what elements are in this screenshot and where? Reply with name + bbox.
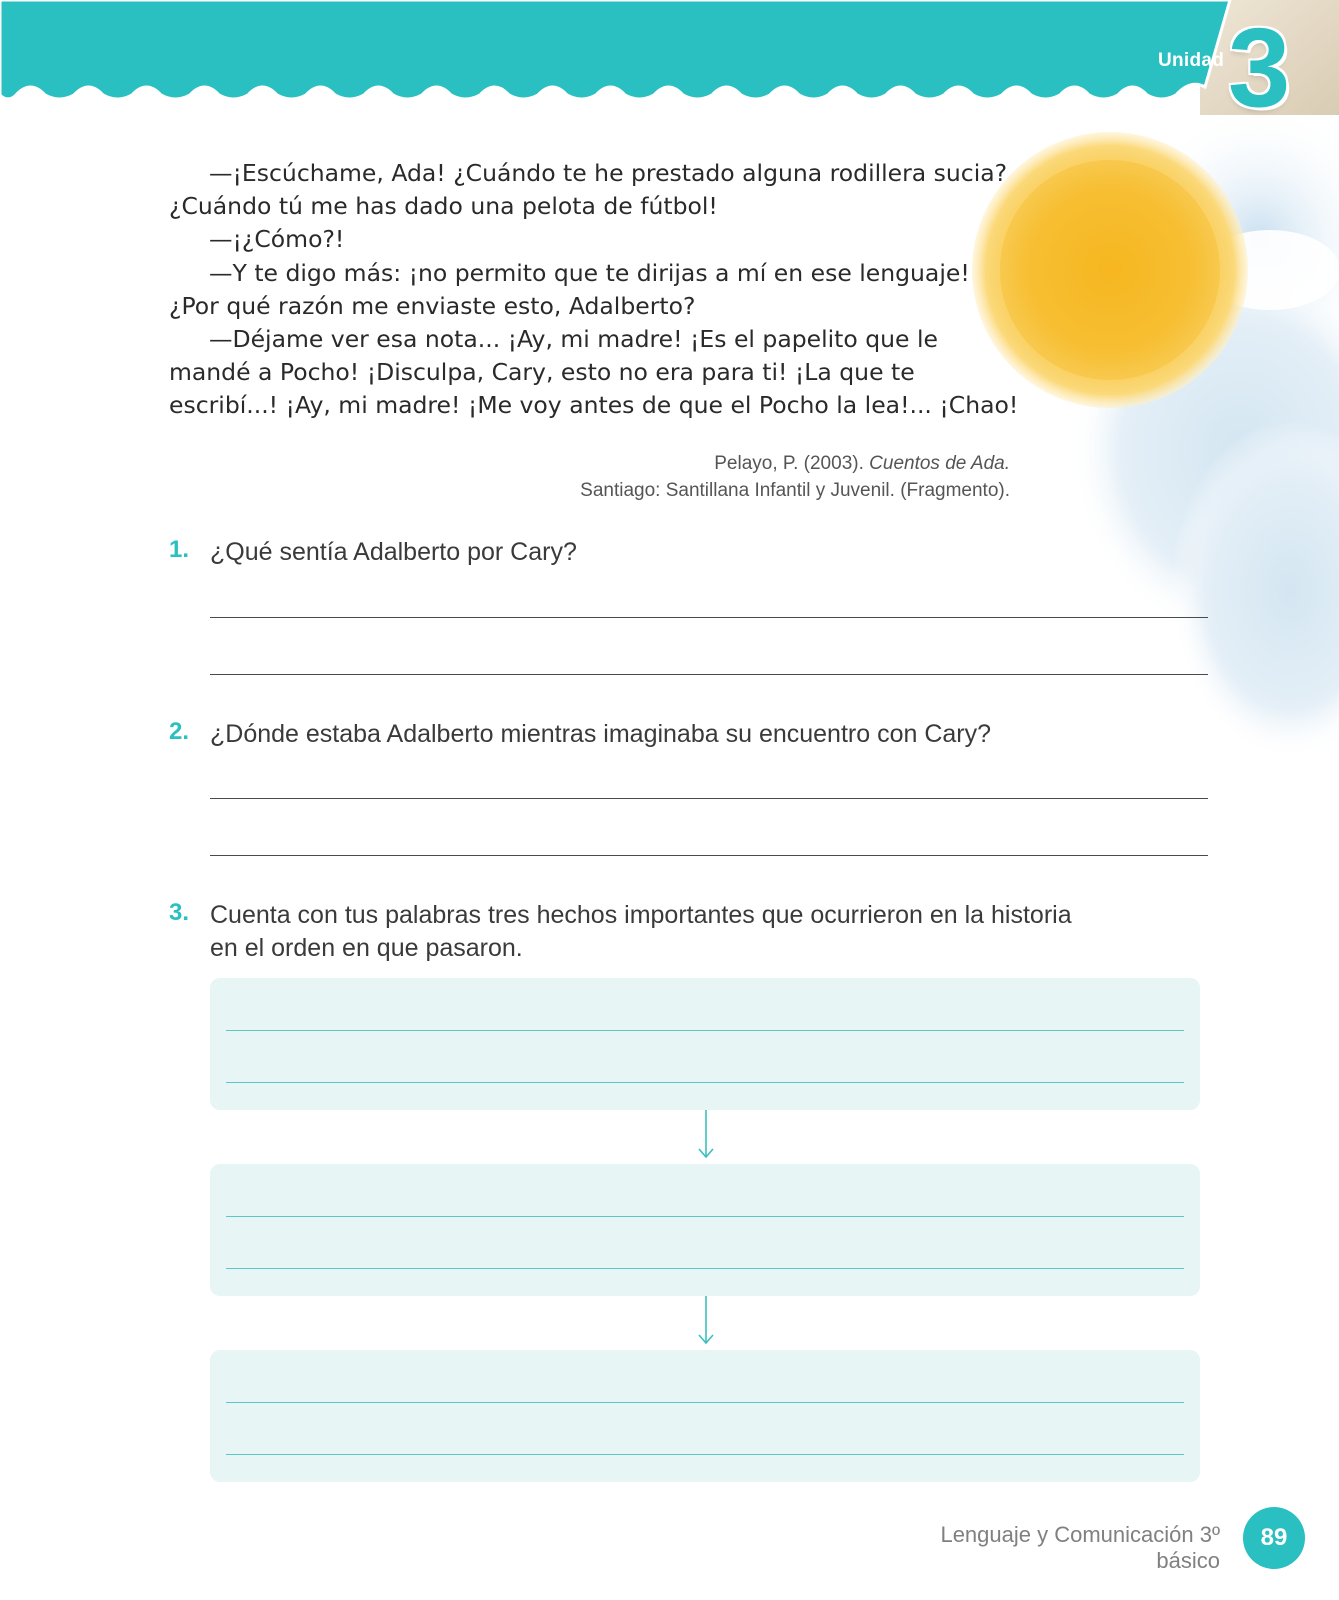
unit-number: 3 bbox=[1228, 5, 1291, 130]
event-box-2 bbox=[210, 1164, 1200, 1296]
arrow-down-icon bbox=[696, 1296, 716, 1346]
question-text: ¿Dónde estaba Adalberto mientras imaginaba su encuentro con Cary? bbox=[210, 720, 992, 748]
footer-book-title: Lenguaje y Comunicación 3º básico bbox=[940, 1522, 1220, 1573]
writing-line[interactable] bbox=[226, 1030, 1184, 1031]
arrow-down-icon bbox=[696, 1110, 716, 1160]
story-paragraph: —Déjame ver esa nota... ¡Ay, mi madre! ¡Es el papelito que le mandé a Pocho! ¡Disculpa, Cary, esto no era para ti! ¡La que te escribí...! ¡Ay, mi madre! ¡Me voy antes de que el Pocho la lea!... ¡Chao! bbox=[169, 325, 1019, 420]
citation-author: Pelayo, P. (2003). bbox=[714, 453, 870, 474]
question-number: 2. bbox=[169, 718, 190, 745]
answer-line[interactable] bbox=[210, 855, 1208, 856]
question-number: 3. bbox=[169, 899, 190, 926]
wave-border bbox=[0, 0, 1339, 130]
writing-line[interactable] bbox=[226, 1454, 1184, 1455]
citation-line-1 bbox=[420, 450, 1010, 477]
citation bbox=[420, 450, 1010, 504]
writing-line[interactable] bbox=[226, 1268, 1184, 1269]
question-number: 1. bbox=[169, 536, 190, 563]
story-paragraph: —Y te digo más: ¡no permito que te dirijas a mí en ese lenguaje! ¿Por qué razón me enviaste esto, Adalberto? bbox=[169, 258, 970, 320]
event-box-1 bbox=[210, 978, 1200, 1110]
citation-book-title: Cuentos de Ada. bbox=[869, 453, 1010, 474]
event-box-3 bbox=[210, 1350, 1200, 1482]
unit-header bbox=[0, 0, 1339, 130]
story-paragraph: —¡Escúchame, Ada! ¿Cuándo te he prestado alguna rodillera sucia? ¿Cuándo tú me has dado una pelota de fútbol! bbox=[169, 159, 1008, 221]
page-number: 89 bbox=[1243, 1507, 1305, 1569]
writing-line[interactable] bbox=[226, 1402, 1184, 1403]
answer-line[interactable] bbox=[210, 798, 1208, 799]
story-paragraph: —¡¿Cómo?! bbox=[209, 225, 345, 254]
question-text: Cuenta con tus palabras tres hechos importantes que ocurrieron en la historia en el orden en que pasaron. bbox=[210, 901, 1072, 962]
question-text: ¿Qué sentía Adalberto por Cary? bbox=[210, 538, 577, 566]
story-excerpt bbox=[169, 157, 1019, 423]
writing-line[interactable] bbox=[226, 1082, 1184, 1083]
answer-line[interactable] bbox=[210, 617, 1208, 618]
citation-publisher: Santiago: Santillana Infantil y Juvenil. (Fragmento). bbox=[580, 480, 1010, 501]
answer-line[interactable] bbox=[210, 674, 1208, 675]
unit-label: Unidad bbox=[1158, 50, 1225, 71]
writing-line[interactable] bbox=[226, 1216, 1184, 1217]
